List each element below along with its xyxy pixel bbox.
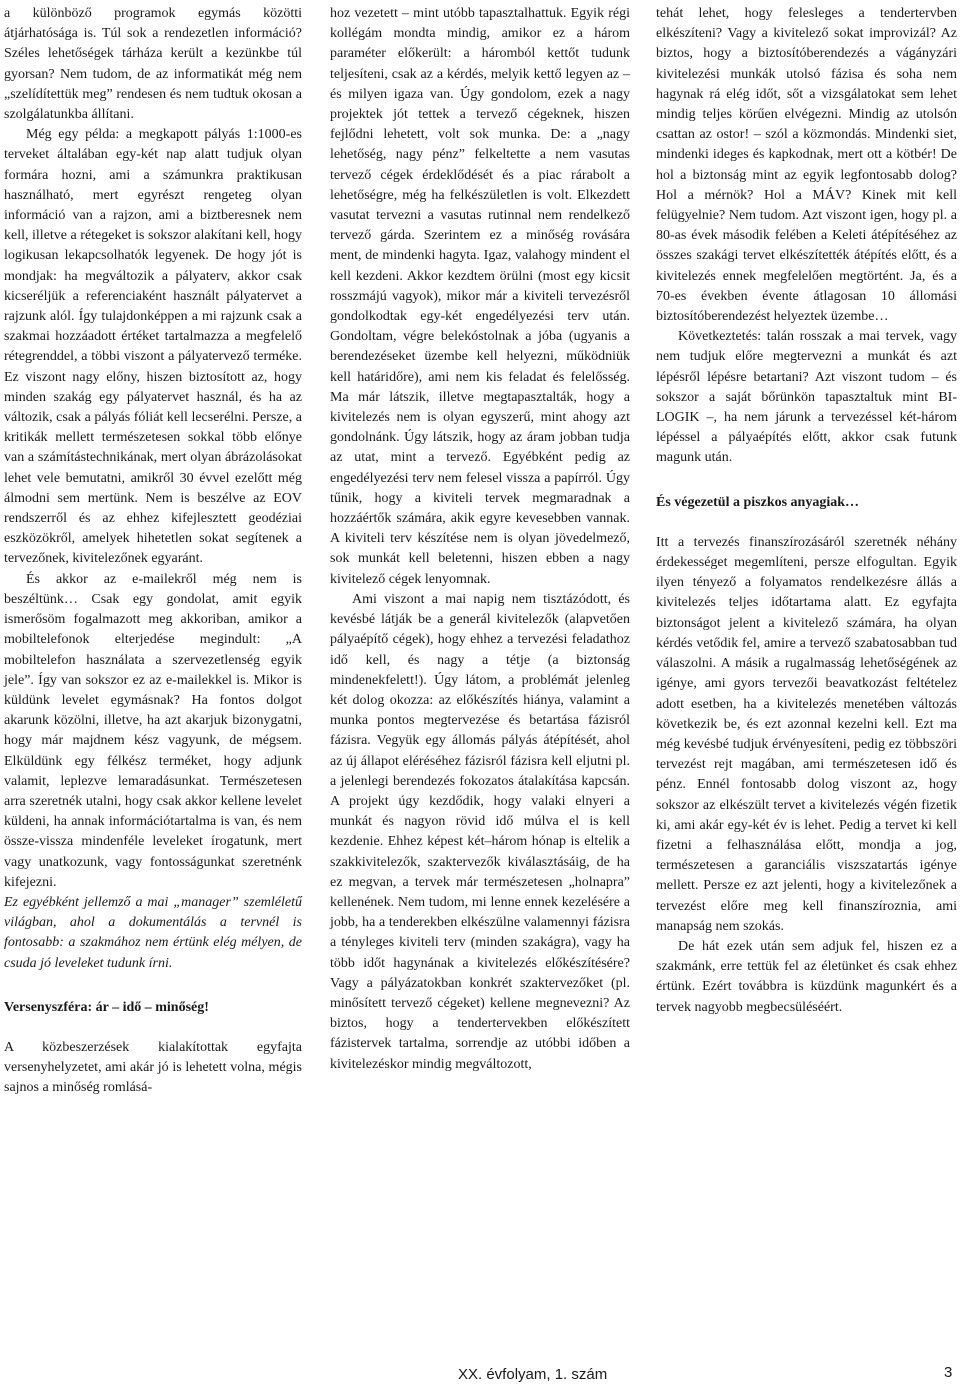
italic-paragraph: Ez egyébként jellemző a mai „manager” szemléletű világban, ahol a dokumentálás a tervnél is fontosabb: a szakmához nem értünk elég mélyen, de csuda jó leveleket tudunk írni.	[4, 894, 302, 971]
body-paragraph: De hát ezek után sem adjuk fel, hiszen ez a szakmánk, erre tettük fel az életünket és csak ehhez értünk. Ezért továbbra is küzdünk magunkért és a tervek nagyobb megbecsüléséért.	[656, 938, 957, 1015]
body-paragraph: Itt a tervezés finanszírozásáról szeretnék néhány érdekességet megemlíteni, persze elfogultan. Egyik ilyen tényező a folyamatos rendelkezésre állás a kivitelezés teljes időtartama alatt. Ez egyfajta biztonságot jelent a kivitelező számára, ha olyan kérdés vetődik fel, amire a tervező szabatosabban tud válaszolni. A másik a rugalmasság lehetőségének az igénye, ami gyors tervezői beavatkozást feltételez adott esetben, ha a kivitelezés menetében változás következik be, és ezt azonnal kezelni kell. Ezt ma még kevésbé tudjuk érvényesíteni, pedig ez többszöri tervezést rejt magában, ami természetesen idő és pénz. Ennél fontosabb dolog viszont az, hogy sokszor az elkészült tervet a kivitelezés végén fizetik ki, ami akár egy-két év is lehet. Pedig a tervet ki kell fizetni a felhasználása előtt, mondja a jog, természetesen a garanciális viszszatartás igénye mellett. Persze ez azt jelenti, hogy a kivitelezőnek a tervezést előre meg kell finanszíroznia, ami manapság nem szokás.	[656, 534, 957, 934]
body-paragraph: Ami viszont a mai napig nem tisztázódott, és kevésbé látják be a generál kivitelezők (alapvetően pályaépítő cégek), hogy ehhez a tervezési feladathoz idő kell, és nagy a tétje (a biztonság mindenekfelett!). Úgy látom, a problémát jelenleg két dolog okozza: az előkészítés hiánya, valamint a munka pontos megtervezése és betartása fázisról fázisra. Vegyük egy állomás pályás átépítését, ahol az új állapot eléréséhez fázisról fázisra kell eljutni pl. a jelenlegi berendezés fokozatos átalakítása kapcsán. A projekt úgy kezdődik, hogy valaki elnyeri a munkát és nagyon rövid idő múlva el is kell kezdenie. Ehhez képest két–három hónap is eltelik a szakkivitelezők, szaktervezők kiválasztásáig, de ha ez megvan, a tervek már természetesen „holnapra” kellenének. Nem tudom, mi lenne ennek kezelésére a jobb, ha a tenderekben elkészülne valamennyi fázisra a tényleges kiviteli terv (minden szakágra), vagy ha több időt hagynának a kivitelezés előkészítésére? Vagy a pályázatokban konkrét szaktervezőket (pl. minősített tervező cégeket) kellene megnevezni? Az biztos, hogy a tendertervekben előkészített fázistervek tartalma, sorrendje az utóbbi időben a kivitelezéskor mindig megváltozott,	[330, 591, 630, 1072]
text-column-2	[330, 4, 630, 1075]
section-heading: És végezetül a piszkos anyagiak…	[656, 494, 860, 510]
body-paragraph: hoz vezetett – mint utóbb tapasztalhattuk. Egyik régi kollégám mondta mindig, amikor ez a három paraméter előkerült: a háromból kettőt tudunk teljesíteni, csak az a kérdés, melyik kettő legyen az – és milyen igaza van. Úgy gondolom, ezek a nagy projektek jót tettek a tervező cégeknek, hiszen fejlődni lehetett, volt sok munka. De: a „nagy lehetőség, nagy pénz” felkeltette a nem vasutas tervező cégek érdeklődését és a piac rárabolt a lehetőségre, még ha felkészületlen is volt. Elkezdett vasutat tervezni a vasutas rutinnal nem rendelkező tervező gárda. Szerintem ez a minőség rovására ment, de mindenki hagyta. Igaz, valahogy mindent el kell kezdeni. Akkor kezdtem örülni (most egy kicsit rosszmájú vagyok), mikor már a kiviteli tervezésről gondolkodtak egy-két engedélyezési terv után. Gondoltam, végre belekóstolnak a jóba (ugyanis a berendezéseket üzembe kell helyezni, működniük kell határidőre), ami nem kis feladat és felelősség. Ma már látszik, illetve megtapasztalták, hogy a kivitelezés nem is olyan egyszerű, mint ahogy azt gondolnánk. Úgy látszik, hogy az áram jobban tudja az utat, mint a tervező. Egyébként pedig az engedélyezési terv nem felesel vissza a papírról. Úgy tűnik, hogy a kiviteli tervek megmaradnak a hozzáértők számára, akik egyre kevesebben vannak. A kiviteli terv készítése nem is olyan jövedelmező, sok munkát kell beletenni, hiszen ebben a nagy kivitelező cégek lenyomnak.	[330, 6, 630, 587]
body-paragraph: Következtetés: talán rosszak a mai tervek, vagy nem tudjuk előre megtervezni a munkát és azt lépésről lépésre betartani? Azt viszont tudom – és sokszor a saját bőrünkön tapasztaltuk mint BI-LOGIK –, ha nem járunk a tervezéssel két-három lépéssel a pályaépítés előtt, akkor csak futunk magunk után.	[656, 329, 957, 466]
section-heading: Versenyszféra: ár – idő – minőség!	[4, 999, 209, 1015]
spacer	[656, 469, 957, 493]
text-column-1	[4, 4, 302, 1099]
body-paragraph: tehát lehet, hogy felesleges a tendertervben elkészíteni? Vagy a kivitelező sokat improvizál? Az biztos, hogy a biztosítóberendezés a vágányzári kivitelezési munkák utolsó fázisa és soha nem hagynak rá elég időt, sőt a vizsgálatokat sem lehet mindig teljes körűen elvégezni. Mindig az utolsón csattan az ostor! – szól a közmondás. Mindenki siet, mindenki ideges és kapkodnak, mert ott a kötbér! De hol a biztonság mint az egyik legfontosabb dolog? Hol a mérnök? Hol a MÁV? Kinek mit kell felügyelnie? Nem tudom. Azt viszont igen, hogy pl. a 80-as évek második felében a Keleti átépítéséhez az összes szakági tervet elkészítették átépítés előtt, és a kivitelezés ennek megfelelően megtörtént. Ja, és a 70-es években évente átlagosan 10 állomási biztosítóberendezést helyeztek üzembe…	[656, 6, 957, 325]
body-paragraph: Még egy példa: a megkapott pályás 1:1000-es terveket általában egy-két nap alatt tudjuk olyan formára hozni, ami a számunkra praktikusan használható, mert egyrészt rengeteg olyan információ van a rajzon, ami a biztberesnek nem kell, illetve a rétegeket is sokszor alakítani kell, hogy logikusan lekapcsolhatók legyenek. De hogy jót is mondjak: ha megváltozik a pályaterv, akkor csak kicseréljük a referenciaként használt pályatervet a rajzunk alól. Így tulajdonképpen a mi rajzunk csak a szakmai hozzáadott értéket tartalmazza a megfelelő rétegrenddel, a többi viszont a pályatervező terméke. Ez viszont nagy előny, hiszen biztosított az, hogy minden szakág egy pályatervet használ, és ha az változik, csak a pályás fóliát kell lecserélni. Persze, a kritikák mellett természetesen sokkal több előnye van a számítástechnikának, mert olyan ábrázolásokat lehet vele bemutatni, amikről 30 évvel ezelőtt még álmodni sem mertünk. Nem is beszélve az EOV rendszerről és az ehhez kifejlesztett geodéziai eszközökről, amelyek hihetetlen sokat segítenek a tervezőnek, kivitelezőnek egyaránt.	[4, 127, 302, 567]
spacer	[4, 974, 302, 998]
spacer	[4, 1018, 302, 1038]
body-paragraph: a különböző programok egymás közötti átjárhatósága is. Túl sok a rendezetlen információ? Széles lehetőségek tárháza került a kezünkbe túl gyorsan? Nem tudom, de az informatikát még nem „szelídítettük meg” rendesen és nem tudtuk okosan a szolgálatunkba állítani.	[4, 6, 302, 123]
body-paragraph: A közbeszerzések kialakítottak egyfajta versenyhelyzetet, ami akár jó is lehetett volna, mégis sajnos a minőség romlásá-	[4, 1039, 302, 1096]
page-number: 3	[944, 1364, 953, 1381]
body-paragraph: És akkor az e-mailekről még nem is beszéltünk… Csak egy gondolat, amit egyik ismerősöm fogalmazott meg akkoriban, amikor a mobiltelefonok elterjedése megindult: „A mobiltelefon használata a szervezetlenség egyik jele”. Így van sokszor ez az e-mailekkel is. Mikor is küldünk levelet egymásnak? Ha fontos dolgot akarunk közölni, illetve, ha azt akarjuk bizonygatni, hogy már majdnem kész vagyunk, de mégsem. Elküldünk egy félkész terméket, hogy adjunk valamit, leplezve lemaradásunkat. Természetesen arra szeretnék utalni, hogy csak akkor kellene levelet küldeni, ha annak információtartalma is van, és nem össze-vissza mindenféle leveleket írogatunk, mert vagy unatkozunk, vagy fontosságunkat szeretnénk kifejezni.	[4, 571, 302, 890]
spacer	[656, 513, 957, 533]
footer-issue-label: XX. évfolyam, 1. szám	[458, 1366, 608, 1383]
text-column-3	[656, 4, 957, 1018]
